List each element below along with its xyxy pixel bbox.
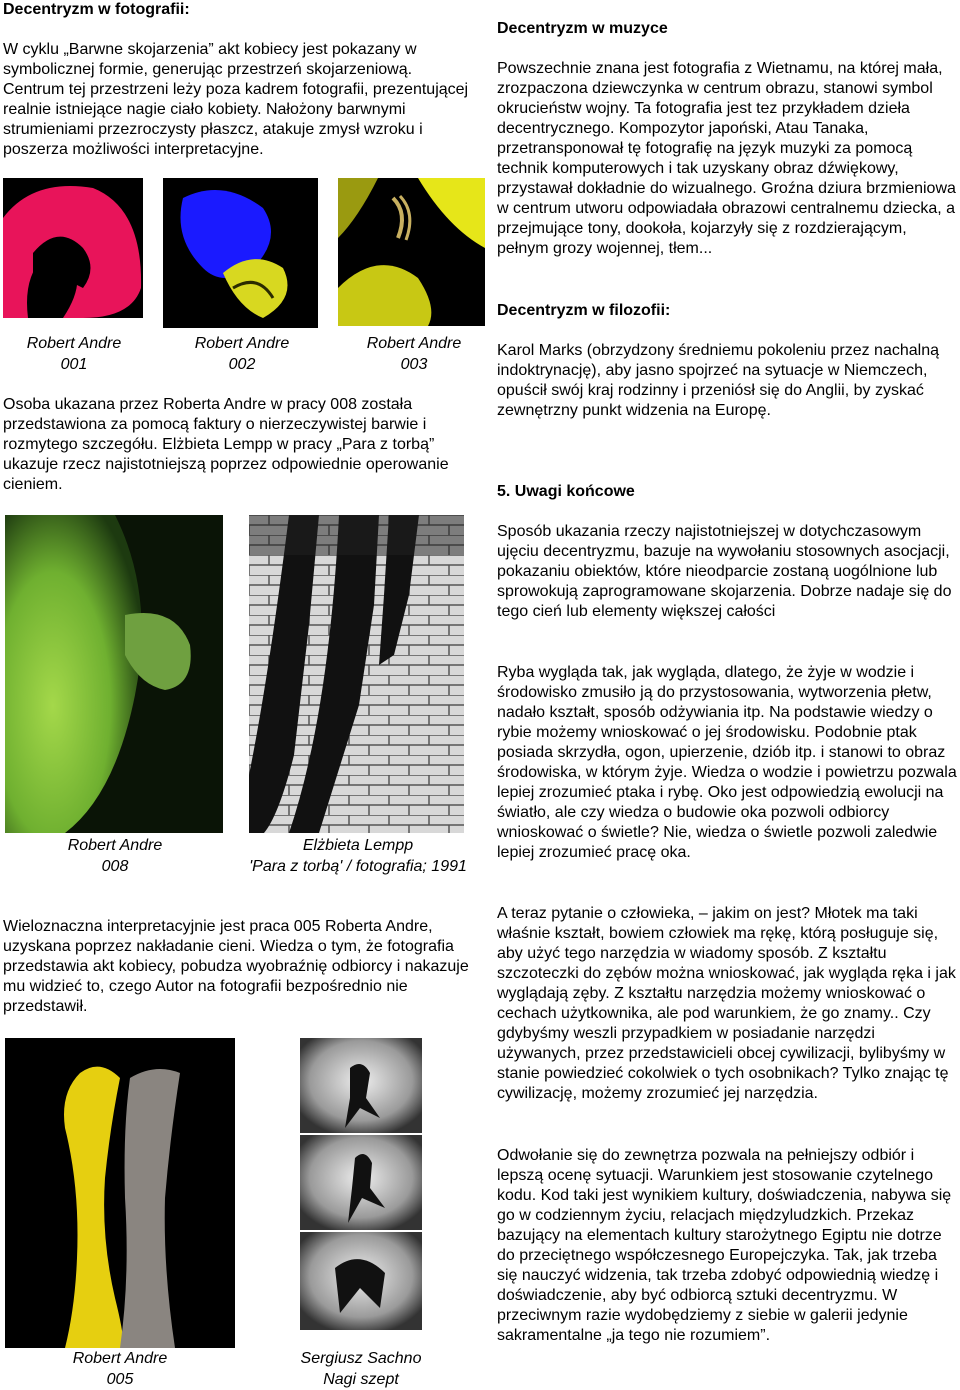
caption-003 [340,333,488,375]
paragraph-final-2: Ryba wygląda tak, jak wygląda, dlatego, że żyje w wodzie i środowisko zmusiło ją do przystosowania, wytworzenia płetw, nadało kształt, sposób odżywiania itp. Na podstawie wiedzy o rybie możemy wnioskować o jej środowisku. Podobnie ptak posiada skrzydła, ogon, upierzenie, dziób itp. i stanowi to obraz środowiska, w którym żyje. Wiedza o wodzie i powietrzu pozwala lepiej zrozumieć ptaka i rybę. Oko jest odpowiedzią ewolucji na światło, ale czy wiedza o budowie oka pozwoli odbiorcy wnioskować o świetle? Nie, wiedza o świetle pozwoli zaledwie lepiej zrozumieć pracę oka. [497,664,957,861]
photo-robert-andre-008 [5,515,223,833]
heading-music: Decentryzm w muzyce [497,20,668,37]
caption-work: 001 [60,356,88,373]
caption-work: 'Para z torbą' / fotografia; 1991 [249,858,467,875]
paragraph-final-4: Odwołanie się do zewnętrza pozwala na pełniejszy odbiór i lepszą ocenę sytuacji. Warunkiem jest stosowanie czytelnego kodu. Kod taki jest wynikiem kultury, doświadczenia, nabywa się go w codziennym życiu, relacjach międzyludzkich. Przekaz bazujący na elementach kultury starożytnego Egiptu nie dotrze do przeciętnego współczesnego Europejczyka. Tak, jak trzeba się nauczyć widzenia, tak trzeba zdobyć odpowiednią wiedzę i doświadczenie, aby być odbiorcą sztuki decentryzmu. W przeciwnym razie wydobędziemy z siebie w galerii jedynie sakramentalne „ja tego nie rozumiem”. [497,1147,952,1344]
caption-author: Elżbieta Lempp [302,837,414,854]
photo-robert-andre-003 [338,178,485,326]
caption-sachno [286,1348,436,1390]
caption-author: Robert Andre [194,335,290,352]
caption-author: Robert Andre [26,335,122,352]
paragraph-photography: W cyklu „Barwne skojarzenia” akt kobiecy jest pokazany w symbolicznej formie, generując przestrzeń skojarzeniową. Centrum tej przestrzeni leży poza kadrem fotografii, prezentującej realnie istniejące nagie ciało kobiety. Nałożony barwnymi strumieniami przezroczysty płaszcz, atakuje zmysł wzroku i poszerza możliwości interpretacyjne. [3,41,469,158]
heading-photography: Decentryzm w fotografii: [3,1,190,18]
heading-philosophy: Decentryzm w filozofii: [497,302,671,319]
caption-work: 005 [106,1371,134,1388]
caption-work: 008 [101,858,129,875]
paragraph-philosophy: Karol Marks (obrzydzony średniemu pokoleniu przez nachalną indoktrynację), aby jasno spojrzeć na sytuacje w Niemczech, opuścił swój kraj rodzinny i przeniósł się do Anglii, by zyskać zewnętrzny punkt widzenia na Europę. [497,342,939,419]
caption-author: Robert Andre [366,335,462,352]
photo-robert-andre-005 [5,1038,235,1348]
caption-author: Robert Andre [67,837,163,854]
photo-sergiusz-sachno [300,1038,422,1330]
caption-author: Sergiusz Sachno [300,1350,422,1367]
caption-work: 002 [228,356,256,373]
photo-elzbieta-lempp [249,515,464,833]
caption-work: Nagi szept [323,1371,399,1388]
caption-005 [45,1348,195,1390]
caption-lempp [248,835,468,877]
paragraph-008-lempp: Osoba ukazana przez Roberta Andre w pracy 008 została przedstawiona za pomocą faktury o nierzeczywistej barwie i rozmytego szczegółu. Elżbieta Lempp w pracy „Para z torbą” ukazuje rzecz najistotniejszą poprzez odpowiednie operowanie cieniem. [3,396,449,493]
caption-008 [40,835,190,877]
paragraph-final-3: A teraz pytanie o człowieka, – jakim on jest? Młotek ma taki właśnie kształt, bowiem człowiek ma rękę, którą posługuje się, aby użyć tego narzędzia w wiadomy sposób. Z kształtu szczoteczki do zębów można wnioskować, jak wygląda ręka i jak wyglądają zęby. Z kształtu narzędzia możemy wnioskować o cechach użytkownika, ale pod warunkiem, że go znamy.. Czy gdybyśmy weszli przypadkiem w posiadanie narzędzi używanych, przez przedstawicieli obcej cywilizacji, bylibyśmy w stanie powiedzieć cokolwiek o tych osobnikach? Tylko znając tę cywilizację, możemy zrozumieć jej narzędzia. [497,905,956,1102]
caption-author: Robert Andre [72,1350,168,1367]
caption-001 [0,333,148,375]
paragraph-final-1: Sposób ukazania rzeczy najistotniejszej w dotychczasowym ujęciu decentryzmu, bazuje na wywołaniu stosownych asocjacji, pokazaniu obiektów, które nieodparcie zostaną uogólnione lub sprowokują zaprogramowane skojarzenia. Dobrze nadaje się do tego cień lub elementy większej całości [497,523,952,620]
paragraph-005: Wieloznaczna interpretacyjnie jest praca 005 Roberta Andre, uzyskana poprzez nakładanie cieni. Wiedza o tym, że fotografia przedstawia akt kobiecy, pobudza wyobraźnię odbiorcy i nakazuje mu widzieć to, czego Autor na fotografii bezpośrednio nie przedstawił. [3,918,469,1015]
caption-work: 003 [400,356,428,373]
photo-robert-andre-002 [163,178,318,328]
heading-final-remarks: 5. Uwagi końcowe [497,483,635,500]
caption-002 [168,333,316,375]
photo-robert-andre-001 [3,178,143,318]
paragraph-music: Powszechnie znana jest fotografia z Wietnamu, na której mała, zrozpaczona dziewczynka w centrum obrazu, stanowi symbol okrucieństw wojny. Ta fotografia jest tez przykładem dzieła decentrycznego. Kompozytor japoński, Atau Tanaka, przetransponował tę fotografię na język muzyki za pomocą technik komputerowych i tak uzyskany obraz dźwiękowy, przystawał dokładnie do wizualnego. Groźna dziura brzmieniowa w centrum utworu odpowiadała obrazowi centralnemu dziecka, a przejmujące tony, dookoła, kojarzyły się z rozdzierającym, pełnym grozy wojennej, tłem... [497,60,956,257]
